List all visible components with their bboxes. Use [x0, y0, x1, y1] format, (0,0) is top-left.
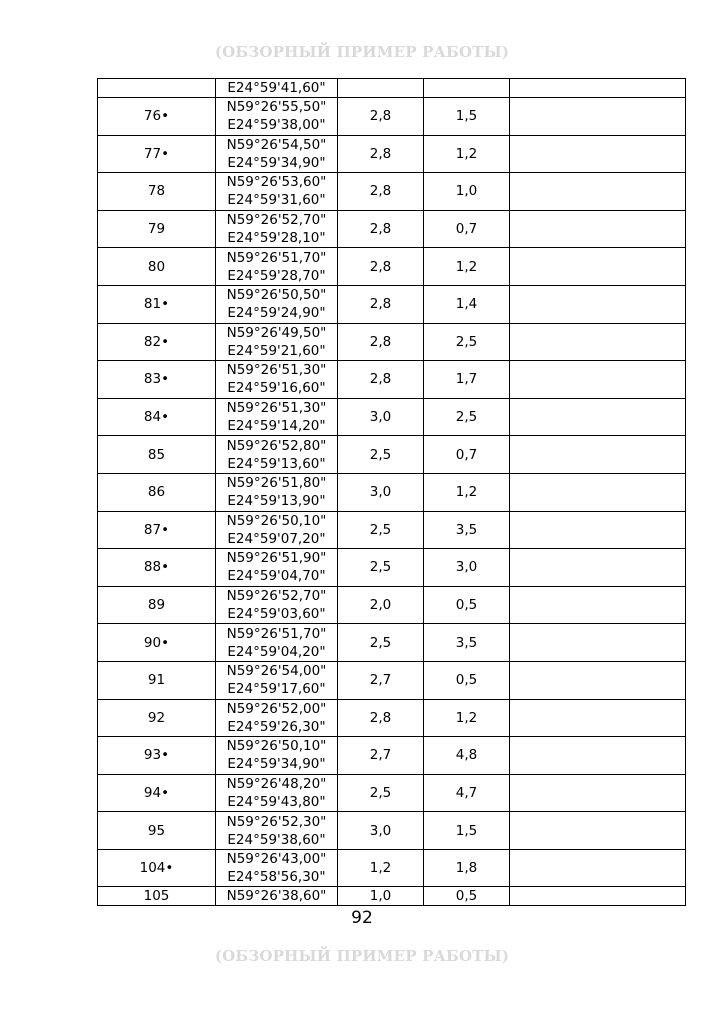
- table-row: [98, 511, 686, 549]
- point-number-cell: 78: [98, 173, 216, 211]
- longitude-value: E24°59'14,20": [227, 418, 326, 435]
- note-cell: [510, 173, 686, 211]
- point-number-cell: 95: [98, 812, 216, 850]
- depth-value-cell: 2,8: [338, 361, 424, 399]
- note-cell: [510, 737, 686, 775]
- longitude-value: E24°58'56,30": [227, 869, 326, 886]
- depth-value-cell: 2,7: [338, 661, 424, 699]
- depth-value-cell: [338, 79, 424, 98]
- coordinates-cell: [216, 812, 338, 850]
- longitude-value: E24°59'04,20": [227, 643, 326, 660]
- note-cell: [510, 79, 686, 98]
- coordinates-cell: [216, 210, 338, 248]
- note-cell: [510, 661, 686, 699]
- depth-value-cell: 2,8: [338, 210, 424, 248]
- coordinates-cell: [216, 549, 338, 587]
- note-cell: [510, 887, 686, 906]
- coordinates-cell: [216, 624, 338, 662]
- latitude-value: N59°26'52,00": [226, 700, 327, 717]
- point-number-cell: 104•: [98, 849, 216, 887]
- latitude-value: N59°26'50,50": [226, 287, 327, 304]
- point-number-cell: 86: [98, 473, 216, 511]
- latitude-value: N59°26'51,80": [226, 475, 327, 492]
- depth-value-cell: 2,8: [338, 98, 424, 136]
- second-value-cell: 0,5: [424, 586, 510, 624]
- latitude-value: N59°26'52,80": [226, 437, 327, 454]
- depth-value-cell: 2,8: [338, 323, 424, 361]
- latitude-value: N59°26'55,50": [226, 99, 327, 116]
- coordinates-cell: [216, 887, 338, 906]
- note-cell: [510, 98, 686, 136]
- second-value-cell: 1,8: [424, 849, 510, 887]
- note-cell: [510, 436, 686, 474]
- coordinates-cell: [216, 323, 338, 361]
- note-cell: [510, 849, 686, 887]
- table-row: [98, 79, 686, 98]
- point-number-cell: [98, 79, 216, 98]
- second-value-cell: 1,2: [424, 699, 510, 737]
- watermark-top: (ОБЗОРНЫЙ ПРИМЕР РАБОТЫ): [214, 43, 510, 61]
- depth-value-cell: 2,0: [338, 586, 424, 624]
- table-body: [98, 79, 686, 906]
- note-cell: [510, 586, 686, 624]
- latitude-value: N59°26'52,30": [226, 813, 327, 830]
- point-number-cell: 105: [98, 887, 216, 906]
- depth-value-cell: 2,8: [338, 699, 424, 737]
- coordinates-cell: [216, 661, 338, 699]
- point-number-cell: 85: [98, 436, 216, 474]
- coordinates-cell: [216, 398, 338, 436]
- second-value-cell: 2,5: [424, 398, 510, 436]
- table-row: [98, 812, 686, 850]
- point-number-cell: 84•: [98, 398, 216, 436]
- point-number-cell: 77•: [98, 135, 216, 173]
- latitude-value: N59°26'48,20": [226, 775, 327, 792]
- note-cell: [510, 473, 686, 511]
- second-value-cell: 3,5: [424, 624, 510, 662]
- latitude-value: N59°26'52,70": [226, 212, 327, 229]
- point-number-cell: 89: [98, 586, 216, 624]
- note-cell: [510, 699, 686, 737]
- depth-value-cell: 2,5: [338, 549, 424, 587]
- point-number-cell: 83•: [98, 361, 216, 399]
- coordinates-cell: [216, 699, 338, 737]
- table-row: [98, 887, 686, 906]
- longitude-value: E24°59'38,00": [227, 117, 326, 134]
- latitude-value: N59°26'53,60": [226, 174, 327, 191]
- coordinates-cell: [216, 586, 338, 624]
- point-number-cell: 79: [98, 210, 216, 248]
- note-cell: [510, 285, 686, 323]
- longitude-value: E24°59'28,70": [227, 267, 326, 284]
- table-row: [98, 210, 686, 248]
- latitude-value: N59°26'51,70": [226, 249, 327, 266]
- longitude-value: E24°59'41,60": [227, 80, 326, 96]
- coordinates-cell: [216, 248, 338, 286]
- depth-value-cell: 2,5: [338, 511, 424, 549]
- second-value-cell: 4,8: [424, 737, 510, 775]
- table-row: [98, 248, 686, 286]
- table-row: [98, 661, 686, 699]
- latitude-value: N59°26'50,10": [226, 738, 327, 755]
- latitude-value: N59°26'54,00": [226, 663, 327, 680]
- point-number-cell: 76•: [98, 98, 216, 136]
- table-row: [98, 98, 686, 136]
- longitude-value: E24°59'43,80": [227, 793, 326, 810]
- coordinates-cell: [216, 473, 338, 511]
- table-row: [98, 285, 686, 323]
- point-number-cell: 88•: [98, 549, 216, 587]
- second-value-cell: 2,5: [424, 323, 510, 361]
- point-number-cell: 94•: [98, 774, 216, 812]
- longitude-value: E24°59'04,70": [227, 568, 326, 585]
- table-row: [98, 699, 686, 737]
- latitude-value: N59°26'38,60": [226, 888, 327, 905]
- second-value-cell: 1,5: [424, 812, 510, 850]
- table-row: [98, 774, 686, 812]
- second-value-cell: 1,2: [424, 248, 510, 286]
- note-cell: [510, 624, 686, 662]
- latitude-value: N59°26'51,70": [226, 625, 327, 642]
- depth-value-cell: 2,5: [338, 774, 424, 812]
- depth-value-cell: 2,8: [338, 135, 424, 173]
- depth-value-cell: 3,0: [338, 473, 424, 511]
- depth-value-cell: 2,8: [338, 248, 424, 286]
- latitude-value: N59°26'51,30": [226, 400, 327, 417]
- coordinates-cell: [216, 511, 338, 549]
- depth-value-cell: 1,0: [338, 887, 424, 906]
- point-number-cell: 92: [98, 699, 216, 737]
- longitude-value: E24°59'28,10": [227, 230, 326, 247]
- point-number-cell: 87•: [98, 511, 216, 549]
- table-row: [98, 173, 686, 211]
- table-row: [98, 586, 686, 624]
- longitude-value: E24°59'16,60": [227, 380, 326, 397]
- table-row: [98, 398, 686, 436]
- longitude-value: E24°59'13,90": [227, 493, 326, 510]
- table-row: [98, 849, 686, 887]
- latitude-value: N59°26'54,50": [226, 136, 327, 153]
- coordinates-cell: [216, 737, 338, 775]
- note-cell: [510, 511, 686, 549]
- second-value-cell: 1,5: [424, 98, 510, 136]
- table-row: [98, 624, 686, 662]
- note-cell: [510, 549, 686, 587]
- second-value-cell: 1,2: [424, 135, 510, 173]
- second-value-cell: 3,0: [424, 549, 510, 587]
- longitude-value: E24°59'38,60": [227, 831, 326, 848]
- depth-value-cell: 2,7: [338, 737, 424, 775]
- coordinates-cell: [216, 436, 338, 474]
- latitude-value: N59°26'43,00": [226, 851, 327, 868]
- longitude-value: E24°59'34,90": [227, 756, 326, 773]
- note-cell: [510, 774, 686, 812]
- longitude-value: E24°59'03,60": [227, 606, 326, 623]
- second-value-cell: 3,5: [424, 511, 510, 549]
- coordinates-cell: [216, 849, 338, 887]
- point-number-cell: 80: [98, 248, 216, 286]
- depth-value-cell: 2,5: [338, 624, 424, 662]
- second-value-cell: 0,7: [424, 436, 510, 474]
- longitude-value: E24°59'21,60": [227, 342, 326, 359]
- point-number-cell: 90•: [98, 624, 216, 662]
- note-cell: [510, 812, 686, 850]
- watermark-bottom: (ОБЗОРНЫЙ ПРИМЕР РАБОТЫ): [214, 947, 510, 965]
- longitude-value: E24°59'24,90": [227, 305, 326, 322]
- second-value-cell: 1,7: [424, 361, 510, 399]
- depth-value-cell: 2,8: [338, 285, 424, 323]
- coordinates-cell: [216, 173, 338, 211]
- second-value-cell: 0,5: [424, 887, 510, 906]
- longitude-value: E24°59'34,90": [227, 154, 326, 171]
- note-cell: [510, 248, 686, 286]
- coordinates-cell: [216, 361, 338, 399]
- point-number-cell: 82•: [98, 323, 216, 361]
- second-value-cell: 0,5: [424, 661, 510, 699]
- table-row: [98, 737, 686, 775]
- table-row: [98, 473, 686, 511]
- coordinates-cell: [216, 285, 338, 323]
- page-number: 92: [351, 908, 373, 928]
- table-row: [98, 135, 686, 173]
- note-cell: [510, 323, 686, 361]
- table-row: [98, 323, 686, 361]
- depth-value-cell: 1,2: [338, 849, 424, 887]
- depth-value-cell: 3,0: [338, 398, 424, 436]
- table-row: [98, 549, 686, 587]
- note-cell: [510, 361, 686, 399]
- second-value-cell: 1,0: [424, 173, 510, 211]
- longitude-value: E24°59'31,60": [227, 192, 326, 209]
- coordinates-cell: [216, 79, 338, 98]
- depth-value-cell: 2,8: [338, 173, 424, 211]
- coordinates-table: [97, 78, 686, 906]
- point-number-cell: 93•: [98, 737, 216, 775]
- point-number-cell: 81•: [98, 285, 216, 323]
- table-row: [98, 436, 686, 474]
- point-number-cell: 91: [98, 661, 216, 699]
- latitude-value: N59°26'52,70": [226, 588, 327, 605]
- longitude-value: E24°59'13,60": [227, 455, 326, 472]
- coordinates-cell: [216, 135, 338, 173]
- longitude-value: E24°59'07,20": [227, 530, 326, 547]
- second-value-cell: 1,4: [424, 285, 510, 323]
- longitude-value: E24°59'17,60": [227, 681, 326, 698]
- depth-value-cell: 2,5: [338, 436, 424, 474]
- note-cell: [510, 135, 686, 173]
- latitude-value: N59°26'51,90": [226, 550, 327, 567]
- latitude-value: N59°26'49,50": [226, 324, 327, 341]
- table-row: [98, 361, 686, 399]
- longitude-value: E24°59'26,30": [227, 718, 326, 735]
- second-value-cell: 4,7: [424, 774, 510, 812]
- depth-value-cell: 3,0: [338, 812, 424, 850]
- latitude-value: N59°26'51,30": [226, 362, 327, 379]
- second-value-cell: 1,2: [424, 473, 510, 511]
- latitude-value: N59°26'50,10": [226, 512, 327, 529]
- second-value-cell: 0,7: [424, 210, 510, 248]
- coordinates-cell: [216, 98, 338, 136]
- note-cell: [510, 210, 686, 248]
- note-cell: [510, 398, 686, 436]
- coordinates-cell: [216, 774, 338, 812]
- second-value-cell: [424, 79, 510, 98]
